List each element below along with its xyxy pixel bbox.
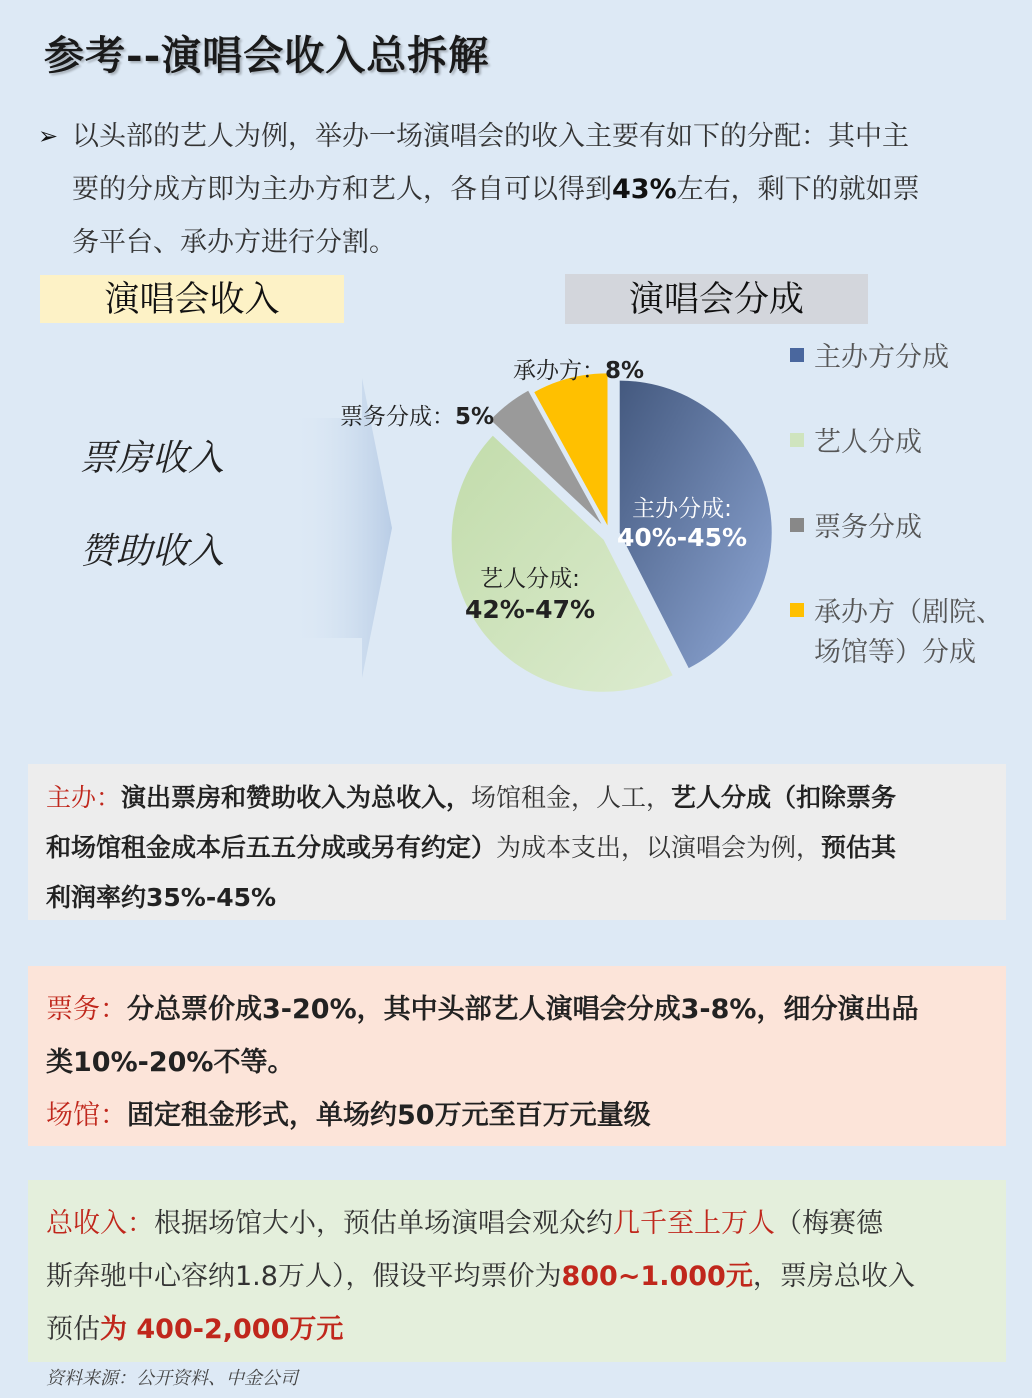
split-header: 演唱会分成: [565, 274, 868, 324]
income-item-box-office: 票房收入: [80, 438, 225, 479]
legend-swatch-icon: [790, 433, 804, 447]
host-key: 主办：: [46, 783, 122, 812]
revenue-split-pie-chart: [430, 340, 790, 720]
legend-swatch-icon: [790, 603, 804, 617]
income-header: 演唱会收入: [40, 275, 344, 323]
total-income-info-box: 总收入：根据场馆大小，预估单场演唱会观众约几千至上万人（梅赛德 斯奔驰中心容纳1.8万人），假设平均票价为800~1.000元，票房总收入 预估为 400-2,000万元: [28, 1180, 1006, 1362]
pie-label-artist-value: 42%-47%: [464, 595, 596, 624]
pie-label-host-name: 主办分成:: [632, 496, 732, 522]
legend-item-organizer: 承办方（剧院、 场馆等）分成: [790, 593, 1003, 673]
intro-highlight: 43%: [612, 174, 677, 205]
legend-item-ticketing: 票务分成: [790, 508, 922, 548]
income-item-sponsorship: 赞助收入: [80, 531, 225, 572]
legend-swatch-icon: [790, 518, 804, 532]
legend-swatch-icon: [790, 348, 804, 362]
total-key: 总收入：: [46, 1208, 154, 1239]
intro-line-2: 要的分成方即为主办方和艺人，各自可以得到43%左右，剩下的就如票: [72, 174, 920, 205]
pie-label-organizer: 承办方：8%: [513, 358, 645, 384]
ticket-venue-info-box: 票务：分总票价成3-20%，其中头部艺人演唱会分成3-8%，细分演出品 类10%-20%不等。 场馆：固定租金形式，单场约50万元至百万元量级: [28, 966, 1006, 1146]
page-title: 参考--演唱会收入总拆解: [44, 32, 490, 79]
venue-key: 场馆：: [46, 1100, 127, 1131]
pie-label-artist-name: 艺人分成:: [480, 566, 580, 592]
host-info-box: 主办：演出票房和赞助收入为总收入，场馆租金，人工，艺人分成（扣除票务 和场馆租金成本后五五分成或另有约定）为成本支出，以演唱会为例，预估其 利润率约35%-45%: [28, 764, 1006, 920]
source-note: 资料来源：公开资料、中金公司: [46, 1368, 298, 1389]
pie-label-ticketing: 票务分成：5%: [340, 404, 495, 430]
legend-item-host: 主办方分成: [790, 338, 949, 378]
intro-line-1: 以头部的艺人为例，举办一场演唱会的收入主要有如下的分配：其中主: [72, 121, 909, 152]
ticket-key: 票务：: [46, 994, 127, 1025]
legend-item-artist: 艺人分成: [790, 423, 922, 463]
arrow-bullet-icon: ➢: [38, 122, 59, 150]
intro-line-3: 务平台、承办方进行分割。: [72, 227, 396, 258]
intro-paragraph: [38, 110, 998, 269]
pie-label-host-value: 40%-45%: [616, 523, 748, 552]
